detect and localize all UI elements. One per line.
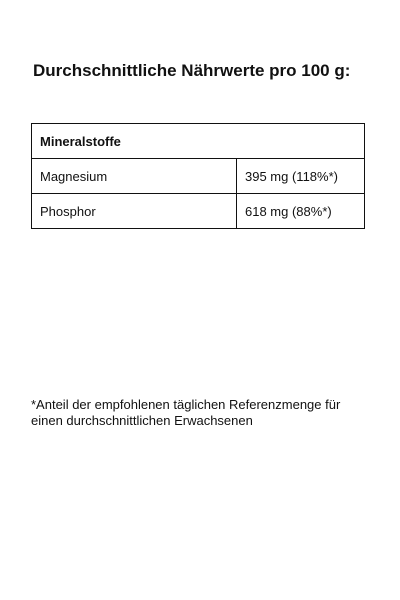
page-title: Durchschnittliche Nährwerte pro 100 g: [33, 61, 351, 80]
footnote: *Anteil der empfohlenen täglichen Referenzmenge für einen durchschnittlichen Erwachsenen [31, 397, 341, 428]
table-section-header: Mineralstoffe [32, 124, 365, 159]
table-row [32, 194, 365, 229]
nutrient-name: Phosphor [32, 194, 237, 229]
nutrient-value: 618 mg (88%*) [237, 194, 365, 229]
table-row [32, 159, 365, 194]
table-header-row [32, 124, 365, 159]
nutrition-table [31, 123, 365, 229]
nutrient-value: 395 mg (118%*) [237, 159, 365, 194]
nutrient-name: Magnesium [32, 159, 237, 194]
